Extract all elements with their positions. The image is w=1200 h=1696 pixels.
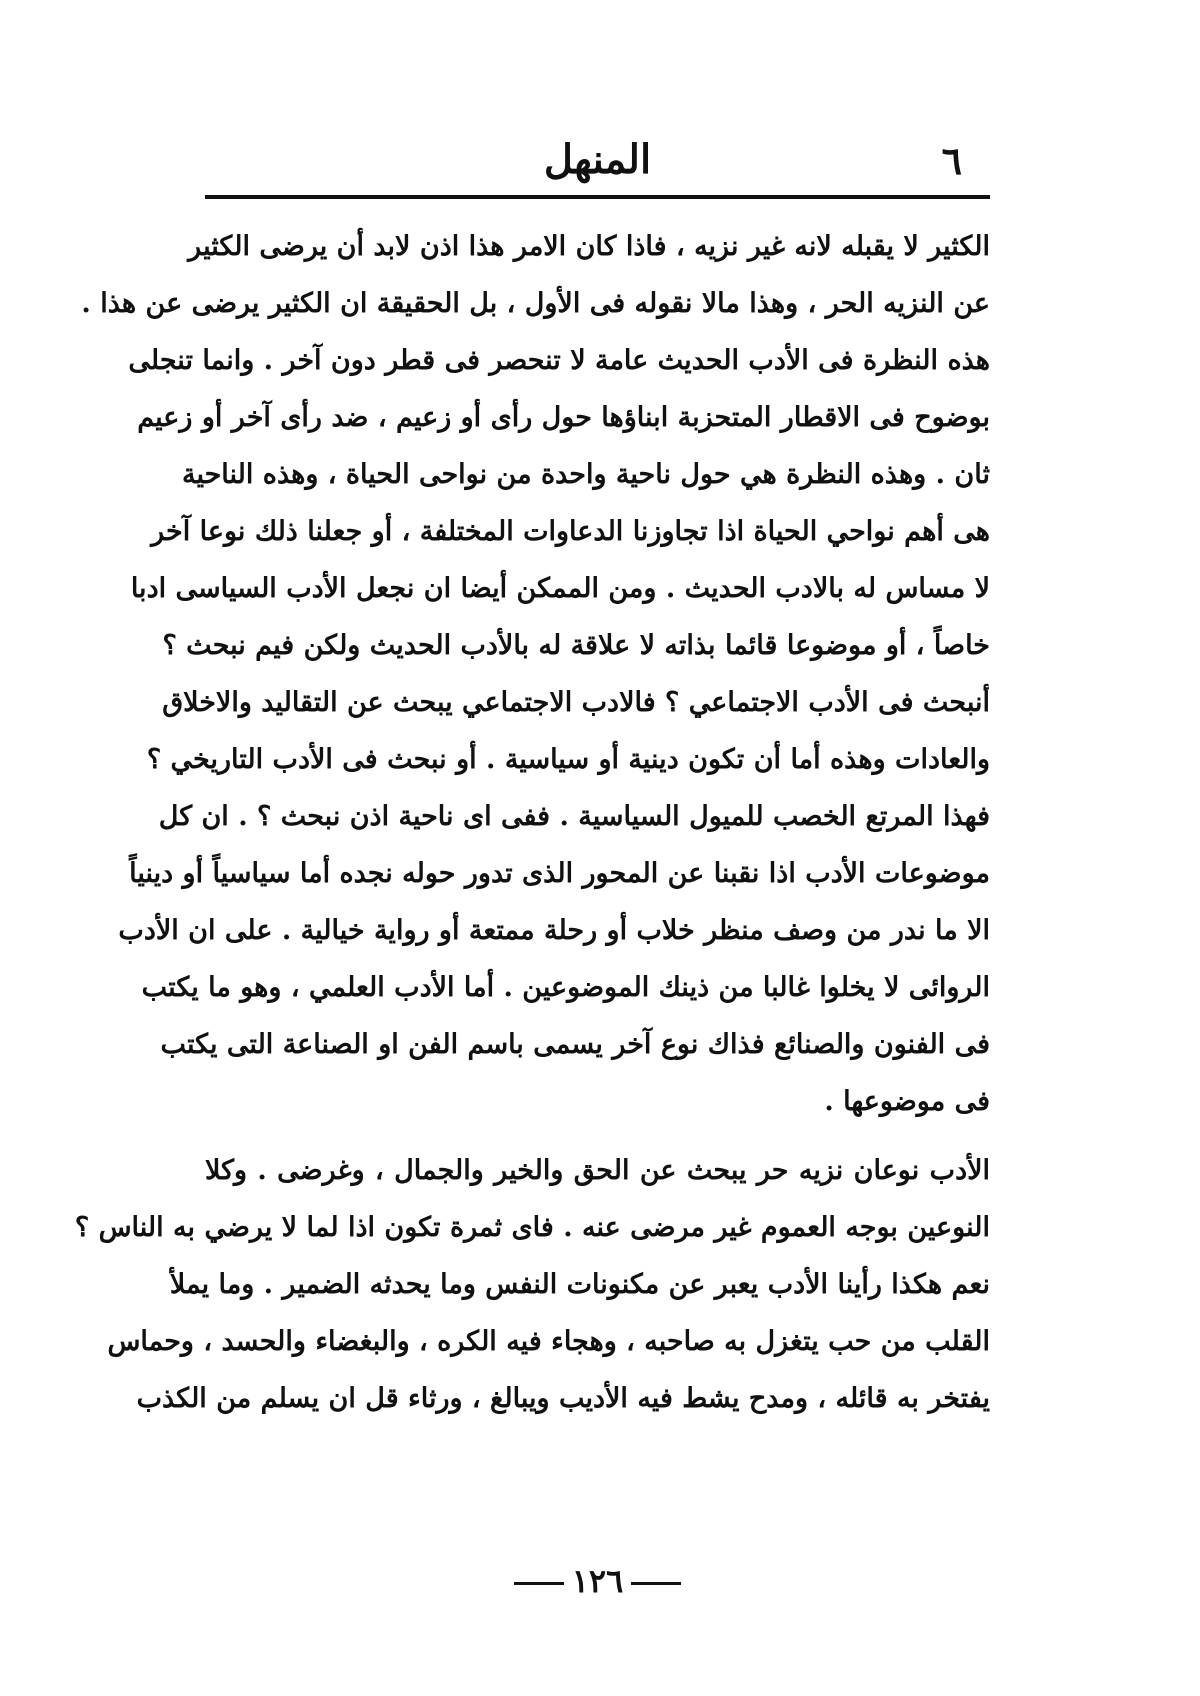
text-line: القلب من حب يتغزل به صاحبه ، وهجاء فيه الكره ، والبغضاء والحسد ، وحماس: [107, 1326, 990, 1357]
text-line: أنبحث فى الأدب الاجتماعي ؟ فالادب الاجتماعي يبحث عن التقاليد والاخلاق: [162, 687, 990, 718]
text-line: لا مساس له بالادب الحديث . ومن الممكن أيضا ان نجعل الأدب السياسى ادبا: [130, 573, 990, 604]
text-line: الأدب نوعان نزيه حر يبحث عن الحق والخير والجمال ، وغرضى . وكلا: [205, 1155, 990, 1186]
text-line: موضوعات الأدب اذا نقبنا عن المحور الذى تدور حوله نجده أما سياسياً أو دينياً: [129, 858, 990, 889]
text-line: الروائى لا يخلوا غالبا من ذينك الموضوعين . أما الأدب العلمي ، وهو ما يكتب: [141, 972, 990, 1003]
text-line: النوعين بوجه العموم غير مرضى عنه . فاى ثمرة تكون اذا لما لا يرضي به الناس ؟: [74, 1212, 990, 1243]
footer-dash-left: [514, 1582, 564, 1585]
page-footer: [205, 1562, 990, 1612]
text-line: فى موضوعها .: [824, 1086, 990, 1117]
paragraph-gap: [205, 1130, 990, 1142]
text-line: هذه النظرة فى الأدب الحديث عامة لا تنحصر فى قطر دون آخر . وانما تنجلى: [128, 345, 990, 376]
text-line: ثان . وهذه النظرة هي حول ناحية واحدة من نواحى الحياة ، وهذه الناحية: [181, 459, 990, 490]
text-line: فهذا المرتع الخصب للميول السياسية . ففى اى ناحية اذن نبحث ؟ . ان كل: [158, 801, 990, 832]
text-line: هى أهم نواحي الحياة اذا تجاوزنا الدعاوات المختلفة ، أو جعلنا ذلك نوعا آخر: [151, 516, 990, 547]
text-line: الا ما ندر من وصف منظر خلاب أو رحلة ممتعة أو رواية خيالية . على ان الأدب: [118, 915, 990, 946]
footer-page-number: ١٢٦: [571, 1562, 624, 1600]
text-line: نعم هكذا رأينا الأدب يعبر عن مكنونات النفس وما يحدثه الضمير . وما يملأ: [169, 1269, 990, 1300]
text-line: يفتخر به قائله ، ومدح يشط فيه الأديب ويبالغ ، ورثاء قل ان يسلم من الكذب: [136, 1383, 990, 1414]
text-line: والعادات وهذه أما أن تكون دينية أو سياسية . أو نبحث فى الأدب التاريخي ؟: [146, 744, 990, 775]
footer-dash-right: [631, 1582, 681, 1585]
journal-title: المنهل: [543, 136, 652, 183]
page-header: [205, 128, 990, 188]
text-line: بوضوح فى الاقطار المتحزبة ابناؤها حول رأى أو زعيم ، ضد رأى آخر أو زعيم: [137, 402, 990, 433]
text-line: الكثير لا يقبله لانه غير نزيه ، فاذا كان الامر هذا اذن لابد أن يرضى الكثير: [188, 231, 990, 262]
text-line: عن النزيه الحر ، وهذا مالا نقوله فى الأول ، بل الحقيقة ان الكثير يرضى عن هذا .: [81, 288, 990, 319]
body-text: [74, 218, 990, 1427]
header-page-number: ٦: [941, 138, 962, 183]
text-line: فى الفنون والصنائع فذاك نوع آخر يسمى باسم الفن او الصناعة التى يكتب: [160, 1029, 990, 1060]
text-line: خاصاً ، أو موضوعا قائما بذاته لا علاقة له بالأدب الحديث ولكن فيم نبحث ؟: [162, 630, 990, 661]
header-rule: [205, 195, 990, 199]
